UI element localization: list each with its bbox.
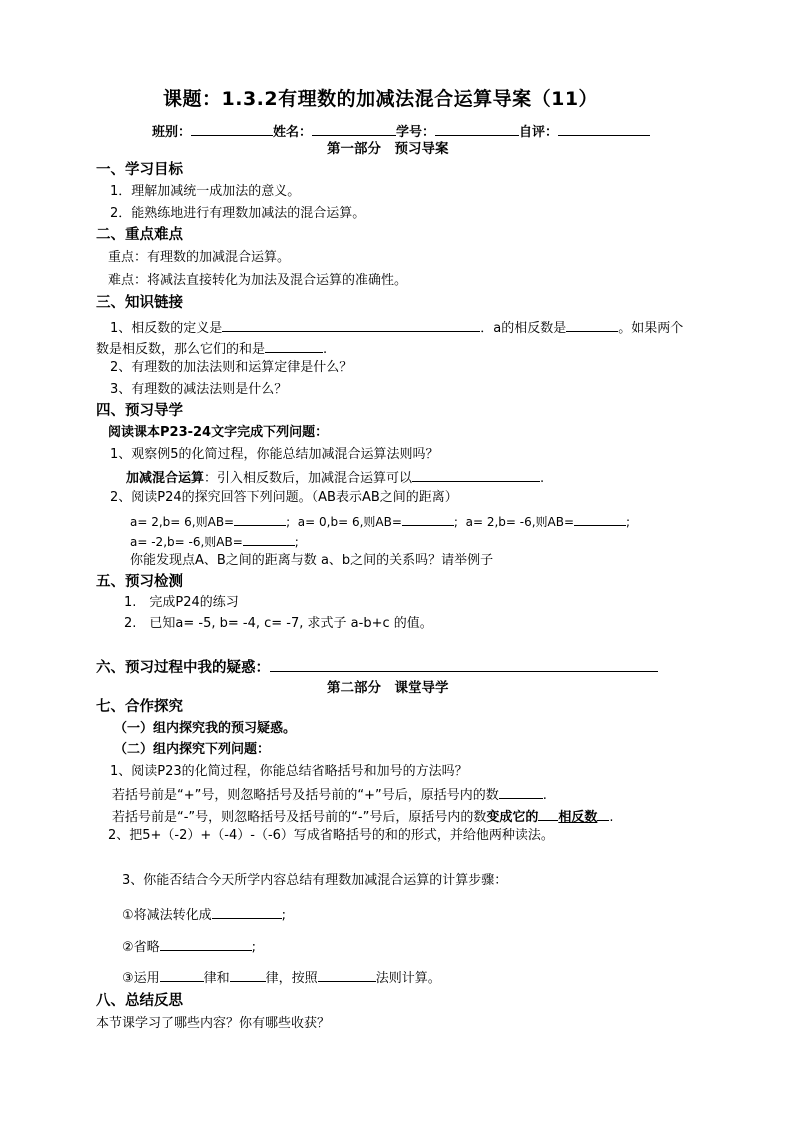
- rule-label: 加减混合运算: [126, 471, 205, 486]
- section6-line: [96, 657, 658, 677]
- question-7-2: 2、把5+（-2）+（-4）-（-6）写成省略括号的和的形式，并给他两种读法。: [108, 828, 554, 843]
- question-4-1: 1、观察例5的化简过程，你能总结加减混合运算法则吗？: [110, 447, 439, 462]
- minus-rule-line: [112, 806, 614, 827]
- list-item: 2．能熟练地进行有理数加减法的混合运算。: [110, 206, 366, 221]
- step-text: ③运用: [122, 971, 160, 986]
- answer-blank[interactable]: [243, 531, 295, 546]
- rule-text: .: [542, 788, 547, 803]
- step-text: 律和: [203, 971, 230, 986]
- step-text: ;: [251, 940, 257, 955]
- section8-heading: 八、总结反思: [96, 993, 183, 1009]
- rule-text: 若括号前是“+”号，则忽略括号及括号前的“+”号后，原括号内的数: [112, 788, 499, 803]
- separator: ;: [294, 535, 299, 549]
- rule-text: 若括号前是“-”号，则忽略括号及括号前的“-”号后，原括号内的数: [112, 810, 487, 825]
- question-text: 。如果两个: [618, 321, 684, 336]
- separator: ;: [286, 515, 291, 529]
- answer-blank[interactable]: [574, 511, 626, 526]
- plus-rule-line: [112, 784, 547, 805]
- question-4-2: 2、阅读P24的探究回答下列问题。（AB表示AB之间的距离）: [110, 490, 458, 505]
- section4-heading: 四、预习导学: [96, 403, 183, 419]
- list-item: 1．理解加减统一成加法的意义。: [110, 184, 301, 199]
- question-4-2-end: 你能发现点A、B之间的距离与数 a、b之间的关系吗？请举例子: [130, 553, 494, 568]
- step-text: ①将减法转化成: [122, 908, 212, 923]
- section2-heading: 二、重点难点: [96, 227, 183, 243]
- step-1: [122, 904, 286, 925]
- answer-blank[interactable]: [265, 338, 323, 353]
- filled-answer: 相反数: [558, 810, 598, 825]
- question-text: ．a的相反数是: [480, 321, 567, 336]
- doubts-field[interactable]: [270, 657, 658, 672]
- rule-text-bold: 变成它的: [486, 810, 539, 825]
- question-text: 数是相反数，那么它们的和是: [96, 342, 266, 357]
- answer-blank[interactable]: [222, 317, 480, 332]
- answer-blank[interactable]: [402, 511, 454, 526]
- example-text: a= 2,b= 6,则AB=: [130, 515, 235, 529]
- step-text: 法则计算。: [375, 971, 441, 986]
- reading-intro: 阅读课本P23-24文字完成下列问题：: [108, 425, 329, 440]
- question-7-1: 1、阅读P23的化简过程，你能总结省略括号和加号的方法吗？: [110, 764, 468, 779]
- rule-text: .: [609, 810, 614, 825]
- answer-blank[interactable]: [160, 967, 204, 982]
- answer-blank[interactable]: [212, 904, 282, 919]
- example-text: a= 0,b= 6,则AB=: [297, 515, 402, 529]
- key-point: 重点：有理数的加减混合运算。: [108, 250, 291, 265]
- class-field[interactable]: [191, 121, 273, 136]
- name-label: 姓名：: [273, 125, 313, 140]
- id-label: 学号：: [396, 125, 436, 140]
- answer-blank[interactable]: [538, 806, 558, 821]
- answer-blank[interactable]: [230, 967, 266, 982]
- step-2: [122, 936, 256, 957]
- question-text: 1、相反数的定义是: [110, 321, 223, 336]
- rule-text: ：引入相反数后，加减混合运算可以: [204, 471, 413, 486]
- separator: ;: [453, 515, 458, 529]
- question-3-2: 2、有理数的加法法则和运算定律是什么？: [110, 360, 353, 375]
- eval-field[interactable]: [558, 121, 650, 136]
- step-text: ②省略: [122, 940, 160, 955]
- step-3: [122, 967, 441, 988]
- step-text: ;: [281, 908, 287, 923]
- id-field[interactable]: [435, 121, 519, 136]
- section6-heading: 六、预习过程中我的疑惑：: [96, 660, 270, 676]
- answer-blank[interactable]: [160, 936, 252, 951]
- answer-blank[interactable]: [597, 806, 609, 821]
- question-3-1: [110, 317, 683, 338]
- page-title: 课题：1.3.2有理数的加减法混合运算导案（11）: [163, 88, 599, 110]
- distance-example-4: [130, 531, 299, 551]
- step-text: 律，按照: [265, 971, 318, 986]
- example-text: a= -2,b= -6,则AB=: [130, 535, 243, 549]
- example-text: a= 2,b= -6,则AB=: [465, 515, 575, 529]
- eval-label: 自评：: [519, 125, 559, 140]
- answer-blank[interactable]: [499, 784, 543, 799]
- student-info-line: [152, 121, 650, 142]
- difficult-point: 难点：将减法直接转化为加法及混合运算的准确性。: [108, 273, 408, 288]
- question-text: .: [323, 342, 328, 357]
- subsection-1: （一）组内探究我的预习疑惑。: [114, 721, 297, 736]
- section3-heading: 三、知识链接: [96, 295, 183, 311]
- answer-blank[interactable]: [318, 967, 376, 982]
- section1-heading: 一、学习目标: [96, 162, 183, 178]
- subsection-2: （二）组内探究下列问题：: [114, 742, 271, 757]
- reflection-question: 本节课学习了哪些内容？你有哪些收获？: [96, 1016, 331, 1031]
- question-5-2: 2. 已知a= -5, b= -4, c= -7, 求式子 a-b+c 的值。: [124, 616, 433, 631]
- section5-heading: 五、预习检测: [96, 574, 183, 590]
- question-3-1-cont: [96, 338, 327, 359]
- answer-blank[interactable]: [234, 511, 286, 526]
- distance-examples: [130, 511, 630, 531]
- class-label: 班别：: [152, 125, 192, 140]
- name-field[interactable]: [312, 121, 396, 136]
- question-7-3: 3、你能否结合今天所学内容总结有理数加减混合运算的计算步骤：: [122, 873, 508, 888]
- answer-blank[interactable]: [412, 467, 540, 482]
- separator: ;: [626, 515, 631, 529]
- part2-title: 第二部分 课堂导学: [327, 680, 449, 696]
- question-3-3: 3、有理数的减法法则是什么？: [110, 382, 288, 397]
- section7-heading: 七、合作探究: [96, 699, 183, 715]
- rule-line: 加减混合运算：引入相反数后，加减混合运算可以 .: [126, 467, 544, 488]
- part1-title: 第一部分 预习导案: [327, 141, 449, 157]
- question-5-1: 1. 完成P24的练习: [124, 595, 239, 610]
- answer-blank[interactable]: [566, 317, 618, 332]
